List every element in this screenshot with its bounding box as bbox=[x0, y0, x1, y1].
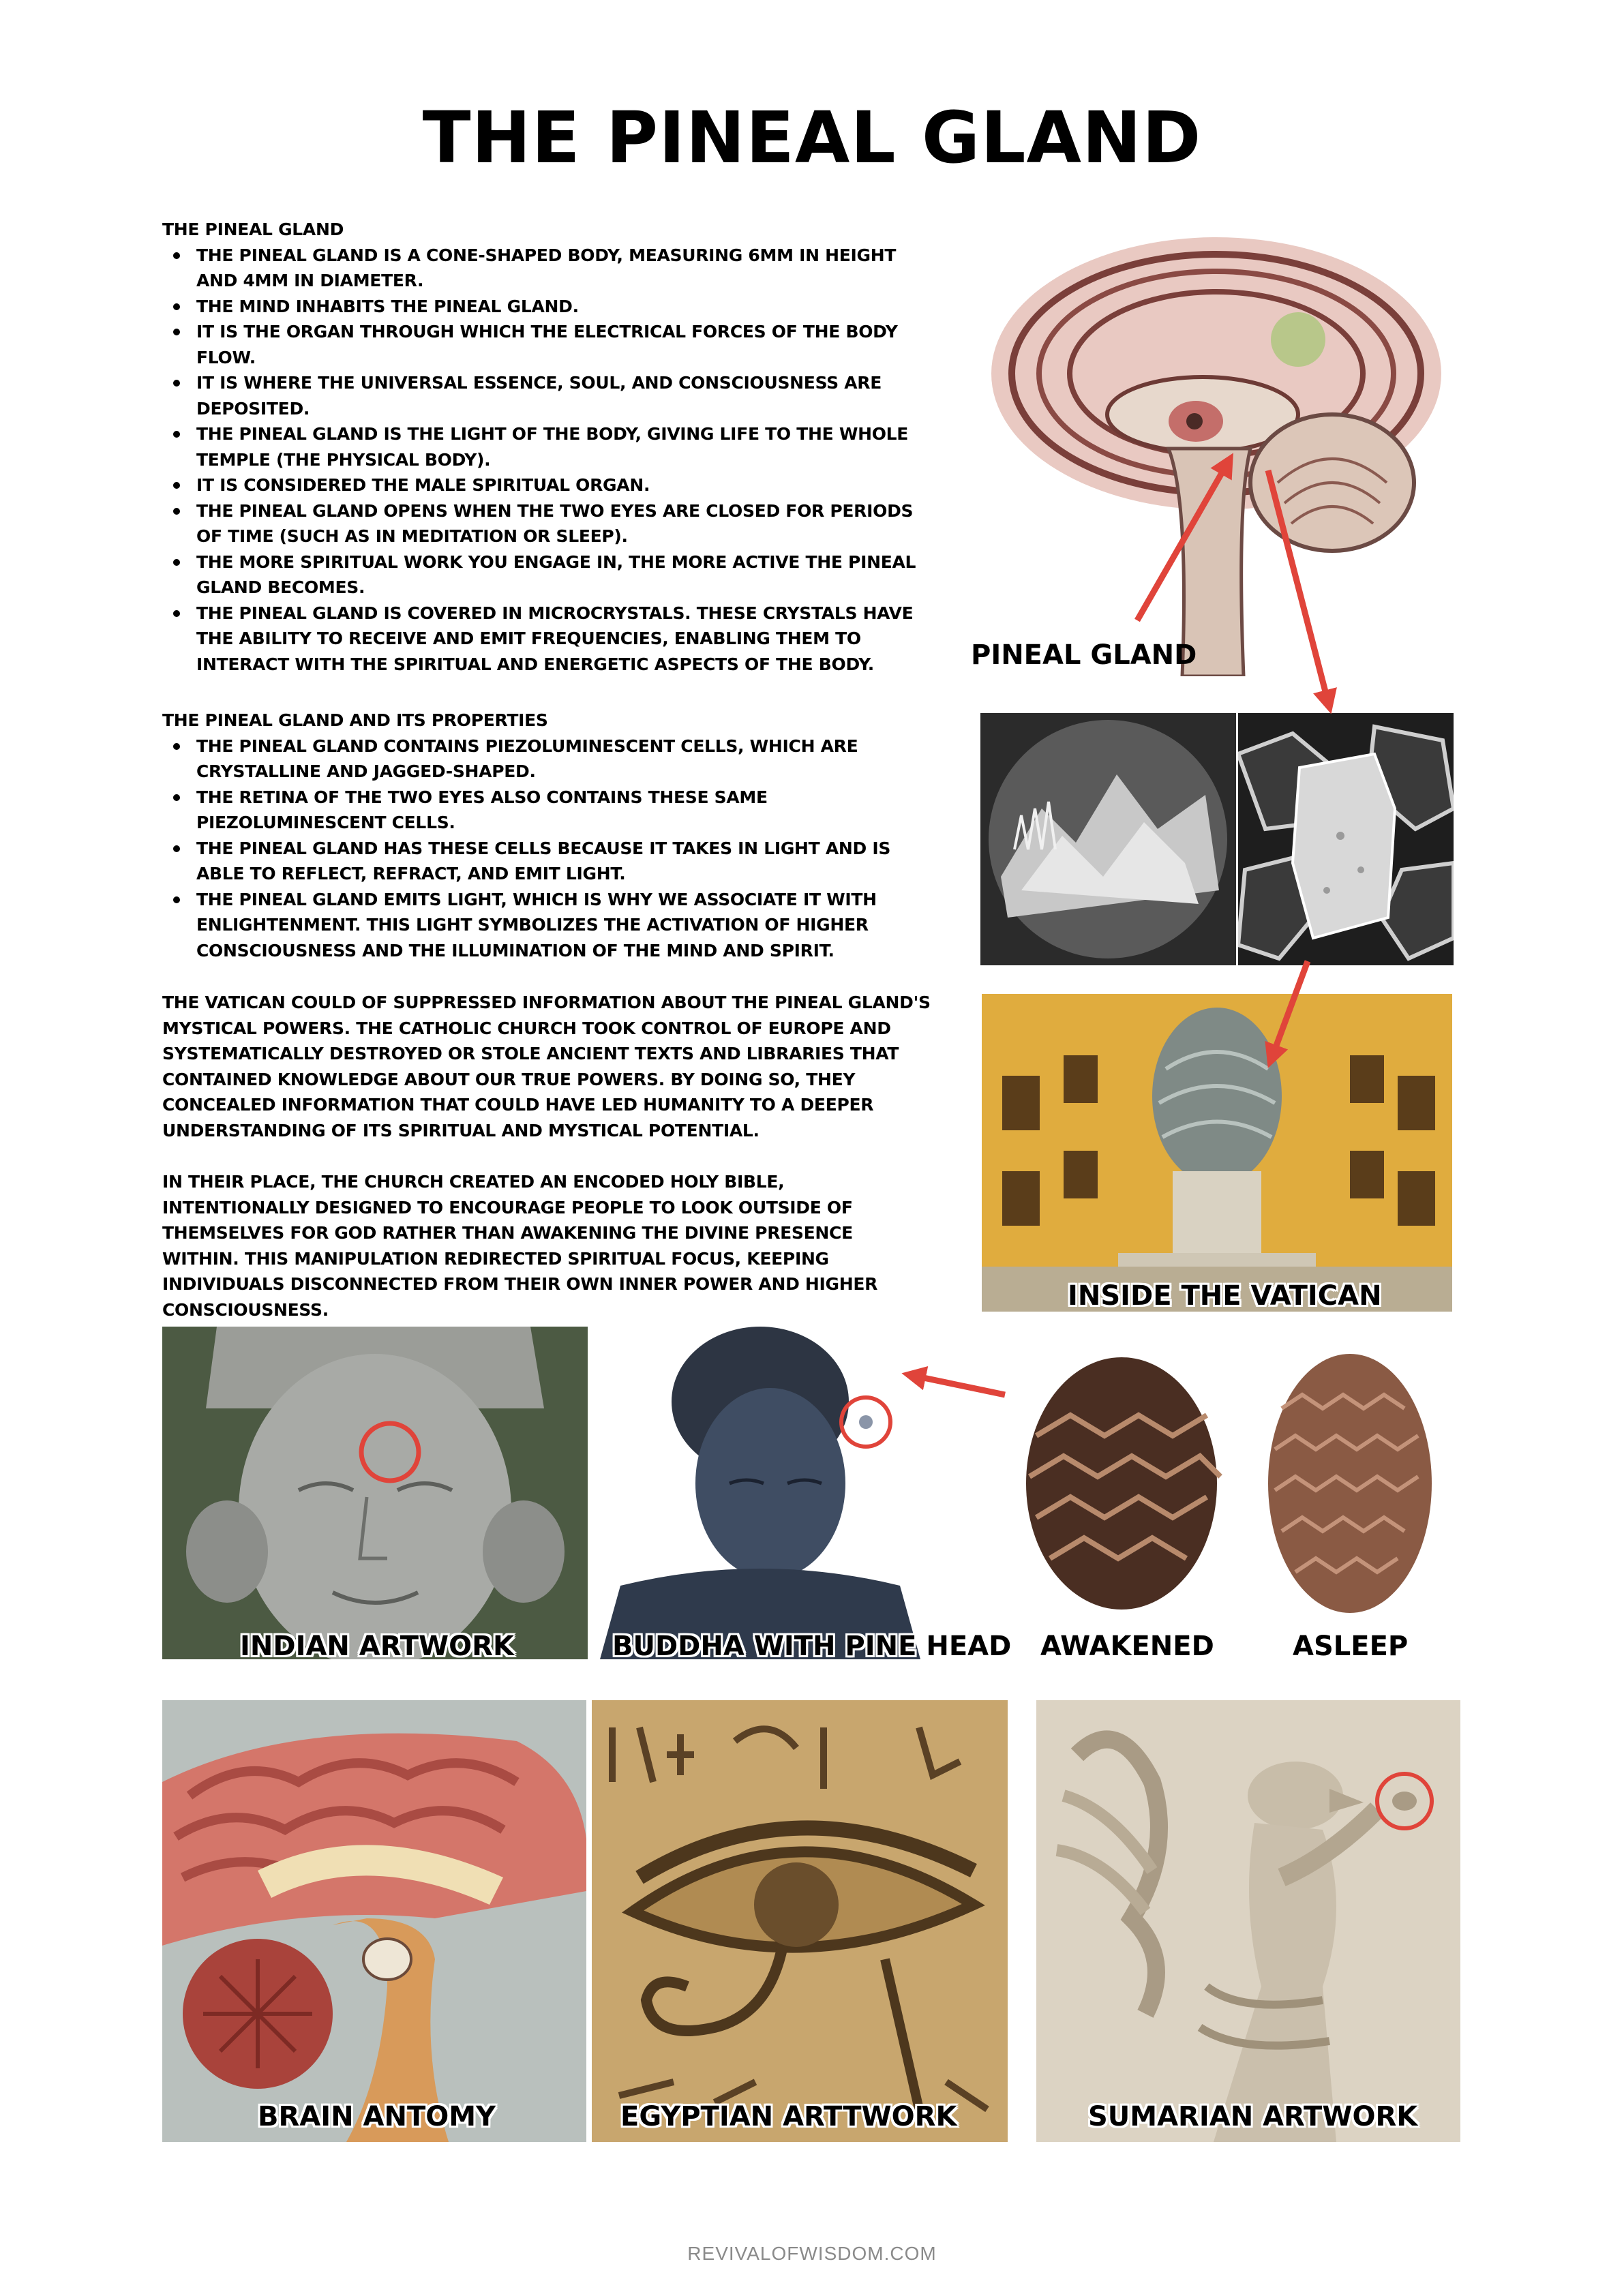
caption-sumarian: SUMARIAN ARTWORK bbox=[1088, 2101, 1418, 2132]
section-pineal-properties bbox=[162, 708, 933, 963]
indian-artwork-photo bbox=[162, 1327, 588, 1659]
list-item: THE RETINA OF THE TWO EYES ALSO CONTAINS THESE SAME PIEZOLUMINESCENT CELLS. bbox=[196, 785, 933, 836]
list-item: THE PINEAL GLAND IS THE LIGHT OF THE BODY, GIVING LIFE TO THE WHOLE TEMPLE (THE PHYSICAL BODY). bbox=[196, 421, 933, 472]
page-title: THE PINEAL GLAND bbox=[422, 96, 1202, 179]
list-item: IT IS WHERE THE UNIVERSAL ESSENCE, SOUL, AND CONSCIOUSNESS ARE DEPOSITED. bbox=[196, 370, 933, 421]
list-item: THE PINEAL GLAND IS A CONE-SHAPED BODY, MEASURING 6MM IN HEIGHT AND 4MM IN DIAMETER. bbox=[196, 243, 933, 294]
sumarian-artwork-photo bbox=[1036, 1700, 1460, 2142]
bible-paragraph: IN THEIR PLACE, THE CHURCH CREATED AN ENCODED HOLY BIBLE, INTENTIONALLY DESIGNED TO ENCOURAGE PEOPLE TO LOOK OUTSIDE OF THEMSELVES FOR GOD RATHER THAN AWAKENING THE DIVINE PRESENCE WITHIN. THIS MANIPULATION REDIRECTED SPIRITUAL FOCUS, KEEPING INDIVIDUALS DISCONNECTED FROM THEIR OWN INNER POWER AND HIGHER CONSCIOUSNESS. bbox=[162, 1172, 878, 1320]
asleep-pinecone-photo bbox=[1248, 1327, 1452, 1620]
caption-egyptian: EGYPTIAN ARTTWORK bbox=[620, 2101, 957, 2132]
egyptian-artwork-photo bbox=[592, 1700, 1008, 2142]
section-heading: THE PINEAL GLAND AND ITS PROPERTIES bbox=[162, 710, 548, 730]
caption-buddha: BUDDHA WITH PINE HEAD bbox=[612, 1631, 1012, 1662]
footer-website: REVIVALOFWISDOM.COM bbox=[687, 2243, 937, 2264]
list-item: THE PINEAL GLAND CONTAINS PIEZOLUMINESCENT CELLS, WHICH ARE CRYSTALLINE AND JAGGED-SHAPED. bbox=[196, 734, 933, 785]
section-pineal-gland bbox=[162, 217, 933, 677]
vatican-paragraph: THE VATICAN COULD OF SUPPRESSED INFORMATION ABOUT THE PINEAL GLAND'S MYSTICAL POWERS. THE CATHOLIC CHURCH TOOK CONTROL OF EUROPE AND SYSTEMATICALLY DESTROYED OR STOLE ANCIENT TEXTS AND LIBRARIES THAT CONTAINED KNOWLEDGE ABOUT OUR TRUE POWERS. BY DOING SO, THEY CONCEALED INFORMATION THAT COULD HAVE LED HUMANITY TO A DEEPER UNDERSTANDING OF ITS SPIRITUAL AND MYSTICAL POTENTIAL. bbox=[162, 993, 931, 1141]
vatican-pinecone-photo bbox=[982, 994, 1452, 1312]
list-item: IT IS THE ORGAN THROUGH WHICH THE ELECTRICAL FORCES OF THE BODY FLOW. bbox=[196, 319, 933, 370]
crystal-microscope-image bbox=[980, 713, 1236, 965]
list-item: THE PINEAL GLAND IS COVERED IN MICROCRYSTALS. THESE CRYSTALS HAVE THE ABILITY TO RECEIVE AND EMIT FREQUENCIES, ENABLING THEM TO INTERACT WITH THE SPIRITUAL AND ENERGETIC ASPECTS OF THE BODY. bbox=[196, 601, 933, 678]
list-item: THE PINEAL GLAND OPENS WHEN THE TWO EYES ARE CLOSED FOR PERIODS OF TIME (SUCH AS IN MEDITATION OR SLEEP). bbox=[196, 498, 933, 549]
bullet-list bbox=[196, 243, 933, 678]
buddha-statue-photo bbox=[600, 1327, 920, 1659]
list-item: IT IS CONSIDERED THE MALE SPIRITUAL ORGAN. bbox=[196, 472, 933, 498]
awakened-pinecone-photo bbox=[1009, 1327, 1234, 1620]
list-item: THE PINEAL GLAND HAS THESE CELLS BECAUSE IT TAKES IN LIGHT AND IS ABLE TO REFLECT, REFRACT, AND EMIT LIGHT. bbox=[196, 836, 933, 887]
caption-vatican: INSIDE THE VATICAN bbox=[1068, 1280, 1382, 1312]
caption-asleep: ASLEEP bbox=[1293, 1631, 1409, 1662]
caption-awakened: AWAKENED bbox=[1040, 1631, 1214, 1662]
brain-illustration bbox=[964, 217, 1452, 676]
caption-indian: INDIAN ARTWORK bbox=[240, 1631, 514, 1662]
bullet-list bbox=[196, 734, 933, 964]
crystal-cell-image bbox=[1238, 713, 1454, 965]
section-heading: THE PINEAL GLAND bbox=[162, 220, 344, 239]
caption-brain: BRAIN ANTOMY bbox=[258, 2101, 496, 2132]
caption-pineal-gland: PINEAL GLAND bbox=[971, 639, 1197, 671]
list-item: THE PINEAL GLAND EMITS LIGHT, WHICH IS WHY WE ASSOCIATE IT WITH ENLIGHTENMENT. THIS LIGHT SYMBOLIZES THE ACTIVATION OF HIGHER CONSCIOUSNESS AND THE ILLUMINATION OF THE MIND AND SPIRIT. bbox=[196, 887, 933, 964]
arrow-to-buddha bbox=[914, 1376, 1005, 1395]
list-item: THE MORE SPIRITUAL WORK YOU ENGAGE IN, THE MORE ACTIVE THE PINEAL GLAND BECOMES. bbox=[196, 549, 933, 601]
list-item: THE MIND INHABITS THE PINEAL GLAND. bbox=[196, 294, 933, 320]
brain-anatomy-illustration bbox=[162, 1700, 586, 2142]
